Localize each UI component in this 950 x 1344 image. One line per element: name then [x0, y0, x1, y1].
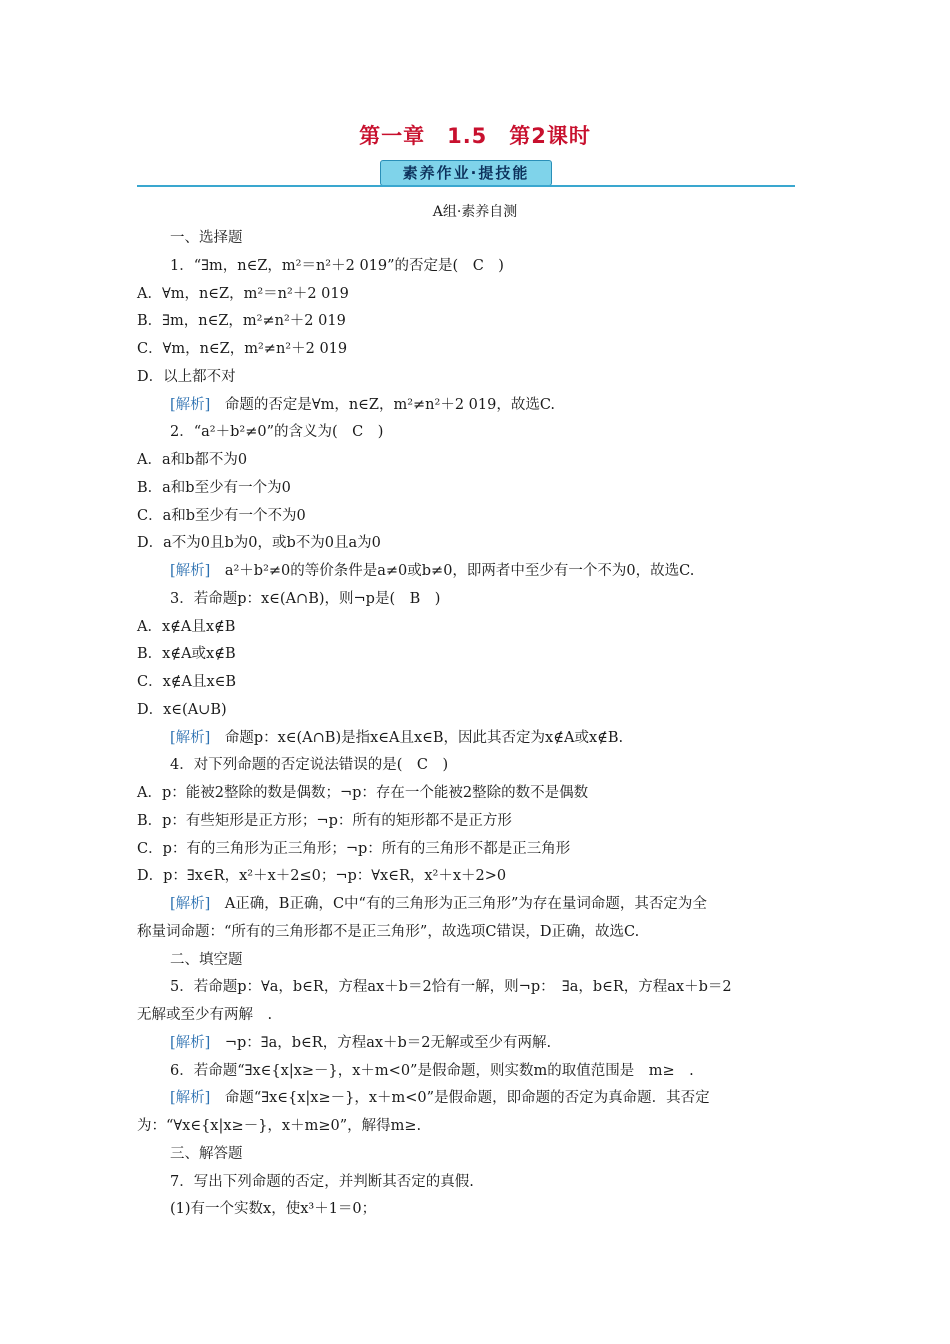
text-line — [137, 644, 236, 664]
solution-line — [170, 1033, 551, 1053]
line-text: B．∃m，n∈Z，m²≠n²＋2 019 — [137, 313, 346, 330]
text-line — [137, 811, 512, 831]
text-line — [137, 672, 236, 692]
group-heading: A组·素养自测 — [432, 204, 518, 220]
line-text: D．p：∃x∈R，x²＋x＋2≤0；¬p：∀x∈R，x²＋x＋2>0 — [137, 868, 507, 885]
solution-line — [170, 561, 694, 581]
line-text: a²＋b²≠0的等价条件是a≠0或b≠0，即两者中至少有一个不为0，故选C. — [210, 563, 695, 579]
header-divider — [137, 185, 795, 187]
solution-tag: [解析] — [170, 896, 211, 912]
line-text: C．a和b至少有一个不为0 — [137, 507, 306, 524]
text-line — [170, 256, 504, 276]
line-text: 命题“∃x∈{x|x≥－}，x＋m<0”是假命题，即命题的否定为真命题．其否定 — [210, 1090, 710, 1107]
text-line — [137, 922, 639, 942]
solution-tag: [解析] — [170, 396, 211, 413]
text-line — [137, 783, 588, 803]
solution-tag: [解析] — [170, 563, 211, 579]
text-line — [137, 1116, 421, 1136]
text-line — [170, 228, 243, 248]
line-text: A．p：能被2整除的数是偶数；¬p：存在一个能被2整除的数不是偶数 — [137, 785, 589, 801]
line-text: 一、选择题 — [170, 230, 243, 246]
line-text: 3．若命题p：x∈(A∩B)，则¬p是( B ) — [170, 590, 441, 607]
text-line — [170, 977, 732, 997]
text-line — [137, 866, 506, 886]
section-banner: 素养作业·提技能 — [380, 160, 552, 186]
line-text: 4．对下列命题的否定说法错误的是( C ) — [170, 757, 449, 774]
solution-line — [170, 894, 707, 914]
text-line — [137, 700, 227, 720]
solution-line — [170, 395, 555, 415]
line-text: C．p：有的三角形为正三角形；¬p：所有的三角形不都是正三角形 — [137, 840, 571, 857]
text-line — [137, 617, 235, 637]
text-line — [137, 367, 236, 387]
solution-line — [170, 728, 623, 748]
line-text: B．x∉A或x∉B — [137, 646, 236, 663]
page-title: 第一章 1.5 第2课时 — [359, 124, 591, 148]
solution-line — [170, 1088, 710, 1108]
line-text: B．p：有些矩形是正方形；¬p：所有的矩形都不是正方形 — [137, 812, 512, 829]
text-line — [137, 1005, 272, 1025]
line-text: 2．“a²＋b²≠0”的含义为( C ) — [170, 424, 384, 441]
solution-tag: [解析] — [170, 729, 211, 746]
line-text: A．a和b都不为0 — [137, 452, 248, 468]
line-text: 5．若命题p：∀a，b∈R，方程ax＋b＝2恰有一解，则¬p： ∃a，b∈R，方程ax＋b＝2 — [170, 979, 732, 996]
line-text: A．∀m，n∈Z，m²＝n²＋2 019 — [137, 285, 349, 302]
text-line — [137, 533, 381, 553]
text-line — [170, 755, 448, 775]
text-line — [137, 339, 347, 359]
text-line — [170, 1061, 694, 1081]
line-text: D．x∈(A∪B) — [137, 701, 227, 718]
text-line — [170, 1199, 376, 1219]
line-text: A正确，B正确，C中“有的三角形为正三角形”为存在量词命题，其否定为全 — [210, 896, 707, 912]
text-line — [170, 422, 383, 442]
text-line — [137, 311, 346, 331]
solution-tag: [解析] — [170, 1090, 211, 1107]
line-text: 二、填空题 — [170, 951, 243, 968]
line-text: 为：“∀x∈{x|x≥－}，x＋m≥0”，解得m≥. — [137, 1118, 422, 1134]
line-text: 1．“∃m，n∈Z，m²＝n²＋2 019”的否定是( C ) — [170, 257, 504, 274]
line-text: B．a和b至少有一个为0 — [137, 479, 291, 496]
line-text: ¬p：∃a，b∈R，方程ax＋b＝2无解或至少有两解. — [210, 1034, 552, 1051]
text-line — [137, 450, 247, 470]
text-line — [170, 1144, 243, 1164]
text-line — [137, 839, 570, 859]
text-line — [137, 478, 291, 498]
line-text: C．∀m，n∈Z，m²≠n²＋2 019 — [137, 341, 348, 357]
solution-tag: [解析] — [170, 1034, 211, 1051]
line-text: 命题的否定是∀m，n∈Z，m²≠n²＋2 019，故选C. — [210, 396, 556, 413]
text-line — [170, 589, 440, 609]
line-text: 称量词命题：“所有的三角形都不是正三角形”，故选项C错误，D正确，故选C. — [137, 923, 640, 940]
line-text: (1)有一个实数x，使x³＋1＝0； — [170, 1201, 377, 1218]
line-text: 6．若命题“∃x∈{x|x≥－}，x＋m<0”是假命题，则实数m的取值范围是 m≥ . — [170, 1062, 694, 1079]
line-text: 命题p：x∈(A∩B)是指x∈A且x∈B，因此其否定为x∉A或x∉B. — [210, 729, 624, 746]
line-text: C．x∉A且x∈B — [137, 674, 237, 690]
text-line — [170, 1172, 474, 1192]
line-text: 7．写出下列命题的否定，并判断其否定的真假. — [170, 1173, 474, 1190]
text-line — [137, 284, 349, 304]
line-text: A．x∉A且x∉B — [137, 618, 236, 635]
line-text: 三、解答题 — [170, 1145, 243, 1162]
line-text: D．以上都不对 — [137, 368, 236, 385]
line-text: D．a不为0且b为0，或b不为0且a为0 — [137, 535, 381, 552]
text-line — [137, 506, 306, 526]
line-text: 无解或至少有两解 . — [137, 1007, 273, 1023]
text-line — [170, 950, 243, 970]
